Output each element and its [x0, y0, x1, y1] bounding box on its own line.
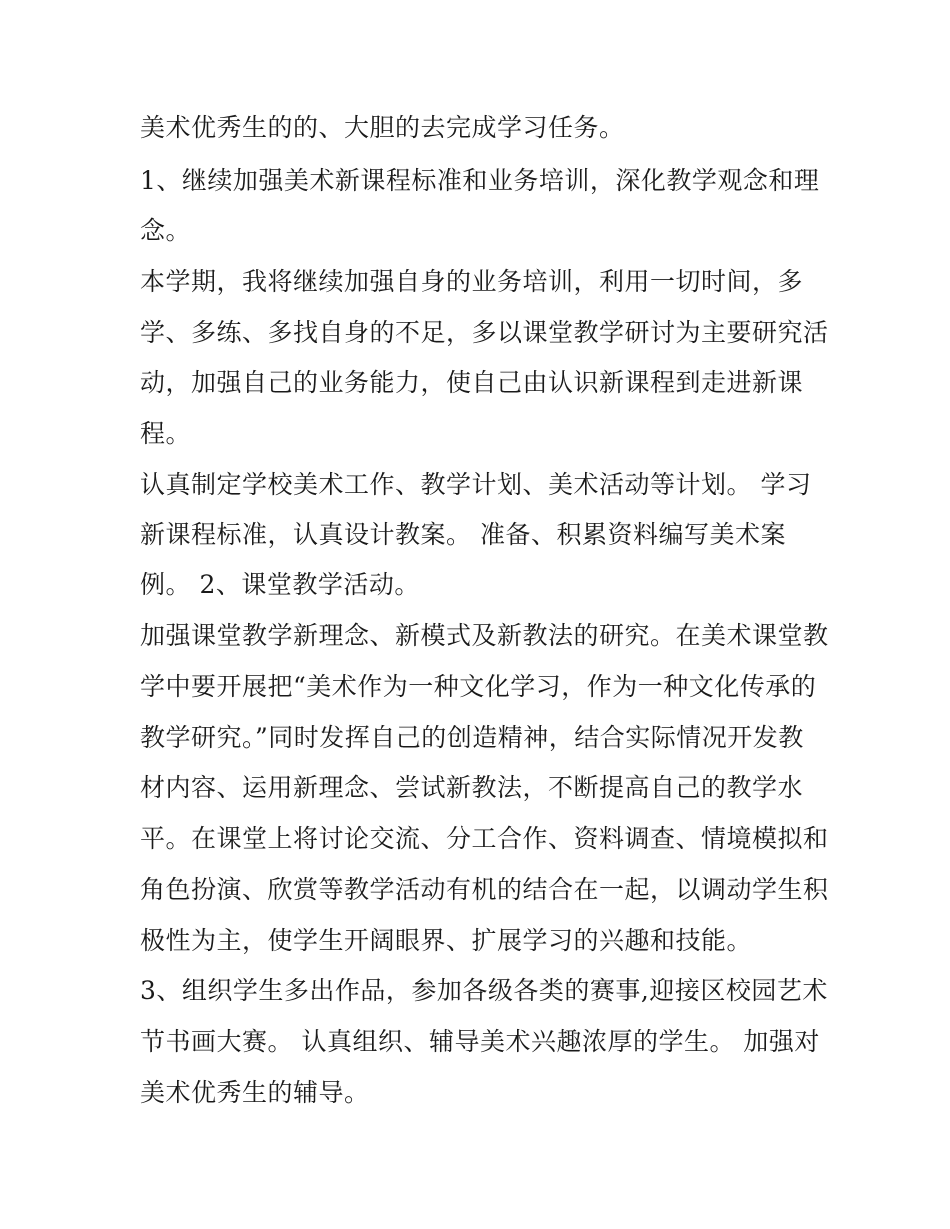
text-line: 节书画大赛。 认真组织、辅导美术兴趣浓厚的学生。 加强对	[140, 1027, 820, 1056]
text-line: 新课程标准，认真设计教案。 准备、积累资料编写美术案	[140, 520, 786, 549]
text-line: 1、继续加强美术新课程标准和业务培训，深化教学观念和理	[140, 166, 820, 195]
text-line: 美术优秀生的辅导。	[140, 1078, 370, 1107]
text-line: 平。在课堂上将讨论交流、分工合作、资料调查、情境模拟和	[140, 824, 829, 853]
text-line: 程。	[140, 419, 192, 448]
text-line: 动，加强自己的业务能力，使自己由认识新课程到走进新课	[140, 368, 804, 397]
text-line: 加强课堂教学新理念、新模式及新教法的研究。在美术课堂教	[140, 621, 829, 650]
text-line: 材内容、运用新理念、尝试新教法，不断提高自己的教学水	[140, 773, 804, 802]
text-line: 学、多练、多找自身的不足，多以课堂教学研讨为主要研究活	[140, 318, 829, 347]
text-line: 角色扮演、欣赏等教学活动有机的结合在一起，以调动学生积	[140, 875, 829, 904]
text-line: 认真制定学校美术工作、教学计划、美术活动等计划。 学习	[140, 470, 812, 499]
text-line: 念。	[140, 216, 192, 245]
text-line: 极性为主，使学生开阔眼界、扩展学习的兴趣和技能。	[140, 926, 753, 955]
text-line: 3、组织学生多出作品，参加各级各类的赛事,迎接区校园艺术	[140, 976, 828, 1005]
text-line: 学中要开展把“美术作为一种文化学习，作为一种文化传承的	[140, 672, 817, 701]
text-line: 美术优秀生的的、大胆的去完成学习任务。	[140, 113, 625, 142]
text-line: 例。 2、课堂教学活动。	[140, 570, 420, 599]
text-line: 本学期，我将继续加强自身的业务培训，利用一切时间，多	[140, 267, 804, 296]
text-line: 教学研究。”同时发挥自己的创造精神，结合实际情况开发教	[140, 723, 804, 752]
